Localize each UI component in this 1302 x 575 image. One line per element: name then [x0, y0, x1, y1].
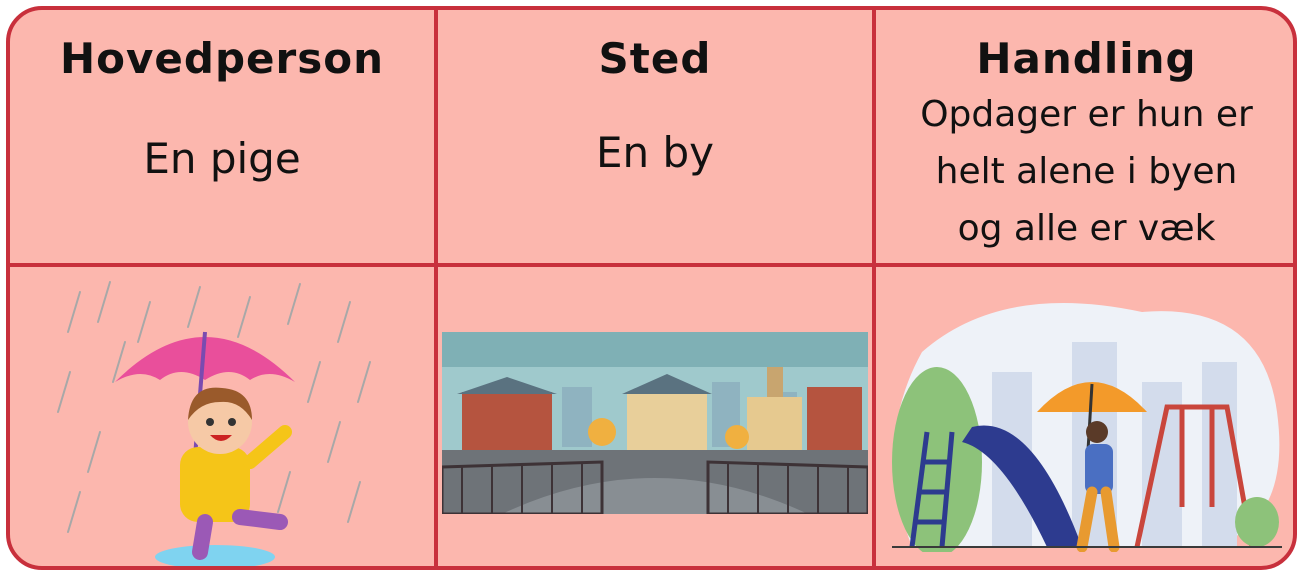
handling-line-3: og alle er væk [957, 208, 1216, 249]
text-handling [876, 86, 1297, 257]
person-umbrella-playground-illustration [882, 292, 1292, 552]
girl-umbrella-rain-illustration [40, 272, 410, 570]
row-divider [10, 263, 1293, 267]
heading-hovedperson: Hovedperson [60, 34, 384, 83]
text-sted: En by [595, 128, 715, 177]
handling-line-1: Opdager er hun er [920, 94, 1253, 135]
text-hovedperson: En pige [143, 134, 301, 183]
handling-line-2: helt alene i byen [935, 151, 1238, 192]
story-table [6, 6, 1297, 570]
heading-handling: Handling [976, 34, 1197, 83]
city-bridge-illustration [442, 332, 868, 514]
column-divider-1 [434, 10, 438, 566]
heading-sted: Sted [598, 34, 712, 83]
